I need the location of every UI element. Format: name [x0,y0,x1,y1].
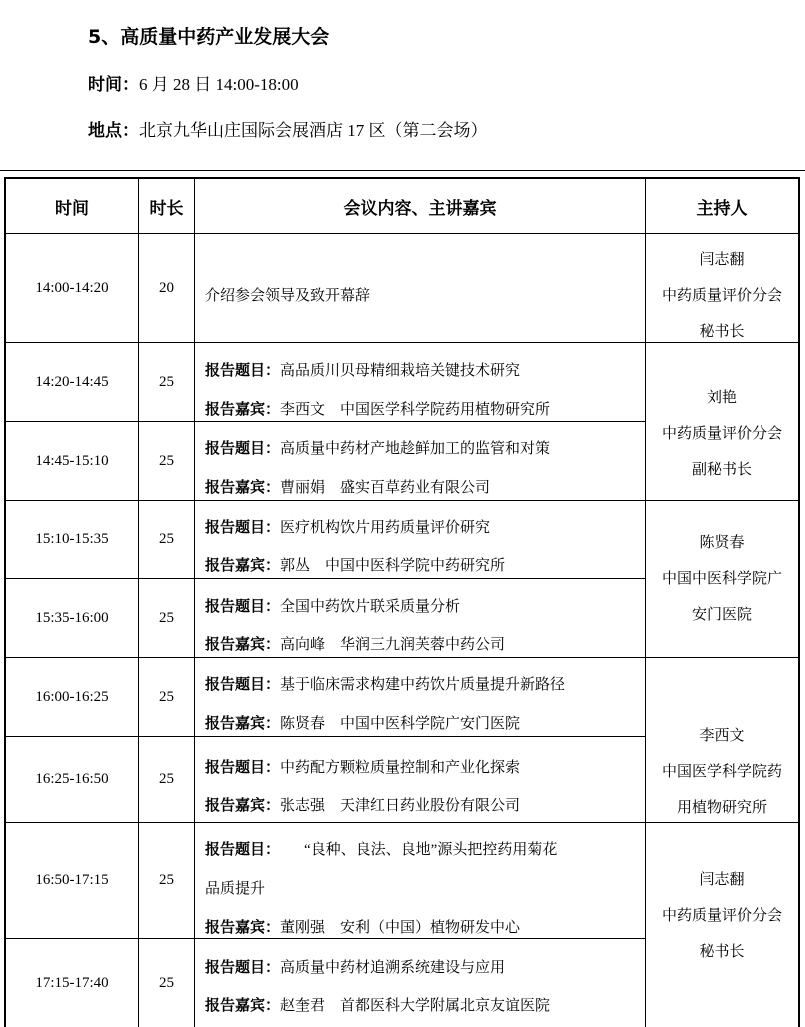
speaker-text: 赵奎君 首都医科大学附属北京友谊医院 [280,998,551,1014]
row-duration: 25 [159,872,174,888]
host-block [646,379,798,487]
speaker-label: 报告嘉宾： [205,635,281,653]
speaker-text: 陈贤春 中国中医科学院广安门医院 [280,716,521,732]
row-duration: 25 [159,609,174,626]
speaker-text: 李西文 中国医学科学院药用植物研究所 [280,402,551,418]
report-speaker [205,712,520,733]
speaker-label: 报告嘉宾： [205,996,281,1014]
host-org: 中国医学科学院药 [661,762,782,780]
speaker-text: 郭丛 中国中医科学院中药研究所 [280,558,506,574]
topic-label: 报告题目： [205,675,281,693]
row-time: 15:35-16:00 [35,609,109,626]
host-name: 刘艳 [706,388,737,406]
topic-text: 中药配方颗粒质量控制和产业化探索 [280,760,521,776]
speaker-text: 曹丽娟 盛实百草药业有限公司 [280,480,491,496]
speaker-label: 报告嘉宾： [205,478,281,496]
section-title: 5、高质量中药产业发展大会 [88,26,330,48]
host-name: 闫志翻 [699,870,745,888]
report-speaker [205,794,520,815]
speaker-text: 董刚强 安利（中国）植物研发中心 [280,920,521,936]
speaker-text: 张志强 天津红日药业股份有限公司 [280,798,521,814]
host-block [646,717,798,825]
row-duration: 25 [159,531,174,547]
speaker-label: 报告嘉宾： [205,400,281,418]
section-divider [0,170,805,171]
report-speaker [205,994,550,1015]
time-value: 6 月 28 日 14:00-18:00 [139,75,299,94]
report-speaker [205,476,490,497]
host-org: 中药质量评价分会 [661,906,782,924]
header-duration: 时长 [149,198,184,219]
header-content: 会议内容、主讲嘉宾 [343,198,497,219]
report-speaker [205,633,505,654]
speaker-text: 高向峰 华润三九润芙蓉中药公司 [280,637,506,653]
speaker-label: 报告嘉宾： [205,918,281,936]
topic-text: “良种、良法、良地”源头把控药用菊花 [304,842,558,858]
topic-text: 高质量中药材产地趁鲜加工的监管和对策 [280,441,551,457]
host-block [646,241,798,349]
header-host: 主持人 [696,198,748,219]
row-duration: 25 [159,452,174,469]
row-time: 15:10-15:35 [35,531,109,547]
meeting-place [88,116,488,141]
place-label: 地点： [88,121,139,141]
report-speaker [205,916,520,937]
col-divider [194,179,195,1027]
row-duration: 25 [159,688,174,705]
report-topic [205,437,550,458]
report-speaker [205,398,550,419]
speaker-label: 报告嘉宾： [205,714,281,732]
topic-label: 报告题目： [205,597,281,615]
topic-text: 高质量中药材追溯系统建设与应用 [280,960,506,976]
topic-label: 报告题目： [205,840,281,858]
host-name: 陈贤春 [699,533,745,551]
host-org: 中药质量评价分会 [661,286,782,304]
topic-text: 基于临床需求构建中药饮片质量提升新路径 [280,677,566,693]
row-time: 14:00-14:20 [35,279,109,296]
host-title: 用植物研究所 [676,798,767,816]
speaker-label: 报告嘉宾： [205,796,281,814]
row-duration: 25 [159,771,174,787]
host-title: 安门医院 [691,605,752,623]
row-time: 16:00-16:25 [35,688,109,705]
intro-text: 介绍参会领导及致开幕辞 [205,288,371,304]
host-name: 闫志翻 [699,250,745,268]
host-block [646,524,798,632]
host-org: 中国中医科学院广 [661,569,782,587]
host-title: 秘书长 [699,942,745,960]
report-topic [205,359,520,380]
topic-text: 医疗机构饮片用药质量评价研究 [280,520,491,536]
host-title: 副秘书长 [691,460,752,478]
topic-text: 全国中药饮片联采质量分析 [280,599,461,615]
report-topic [205,673,565,694]
topic-label: 报告题目： [205,958,281,976]
header-time: 时间 [55,198,89,219]
topic-label: 报告题目： [205,361,281,379]
topic-text: 高品质川贝母精细栽培关键技术研究 [280,363,521,379]
host-title: 秘书长 [699,322,745,340]
report-topic [205,756,520,777]
report-topic [205,838,557,859]
row-time: 17:15-17:40 [35,974,109,991]
topic-label: 报告题目： [205,518,281,536]
row-time: 14:45-15:10 [35,452,109,469]
speaker-label: 报告嘉宾： [205,556,281,574]
place-value: 北京九华山庄国际会展酒店 17 区（第二会场） [139,121,488,140]
row-duration: 20 [159,279,174,296]
row-time: 16:25-16:50 [35,771,109,787]
time-label: 时间： [88,75,139,95]
row-time: 14:20-14:45 [35,373,109,390]
host-org: 中药质量评价分会 [661,424,782,442]
topic-label: 报告题目： [205,439,281,457]
report-topic [205,516,490,537]
row-time: 16:50-17:15 [35,872,109,888]
row-duration: 25 [159,974,174,991]
report-topic-cont: 品质提升 [205,881,266,897]
report-topic [205,595,460,616]
host-block [646,861,798,969]
report-topic [205,956,505,977]
report-speaker [205,554,505,575]
topic-label: 报告题目： [205,758,281,776]
meeting-time [88,70,299,95]
host-name: 李西文 [699,726,745,744]
row-duration: 25 [159,373,174,390]
